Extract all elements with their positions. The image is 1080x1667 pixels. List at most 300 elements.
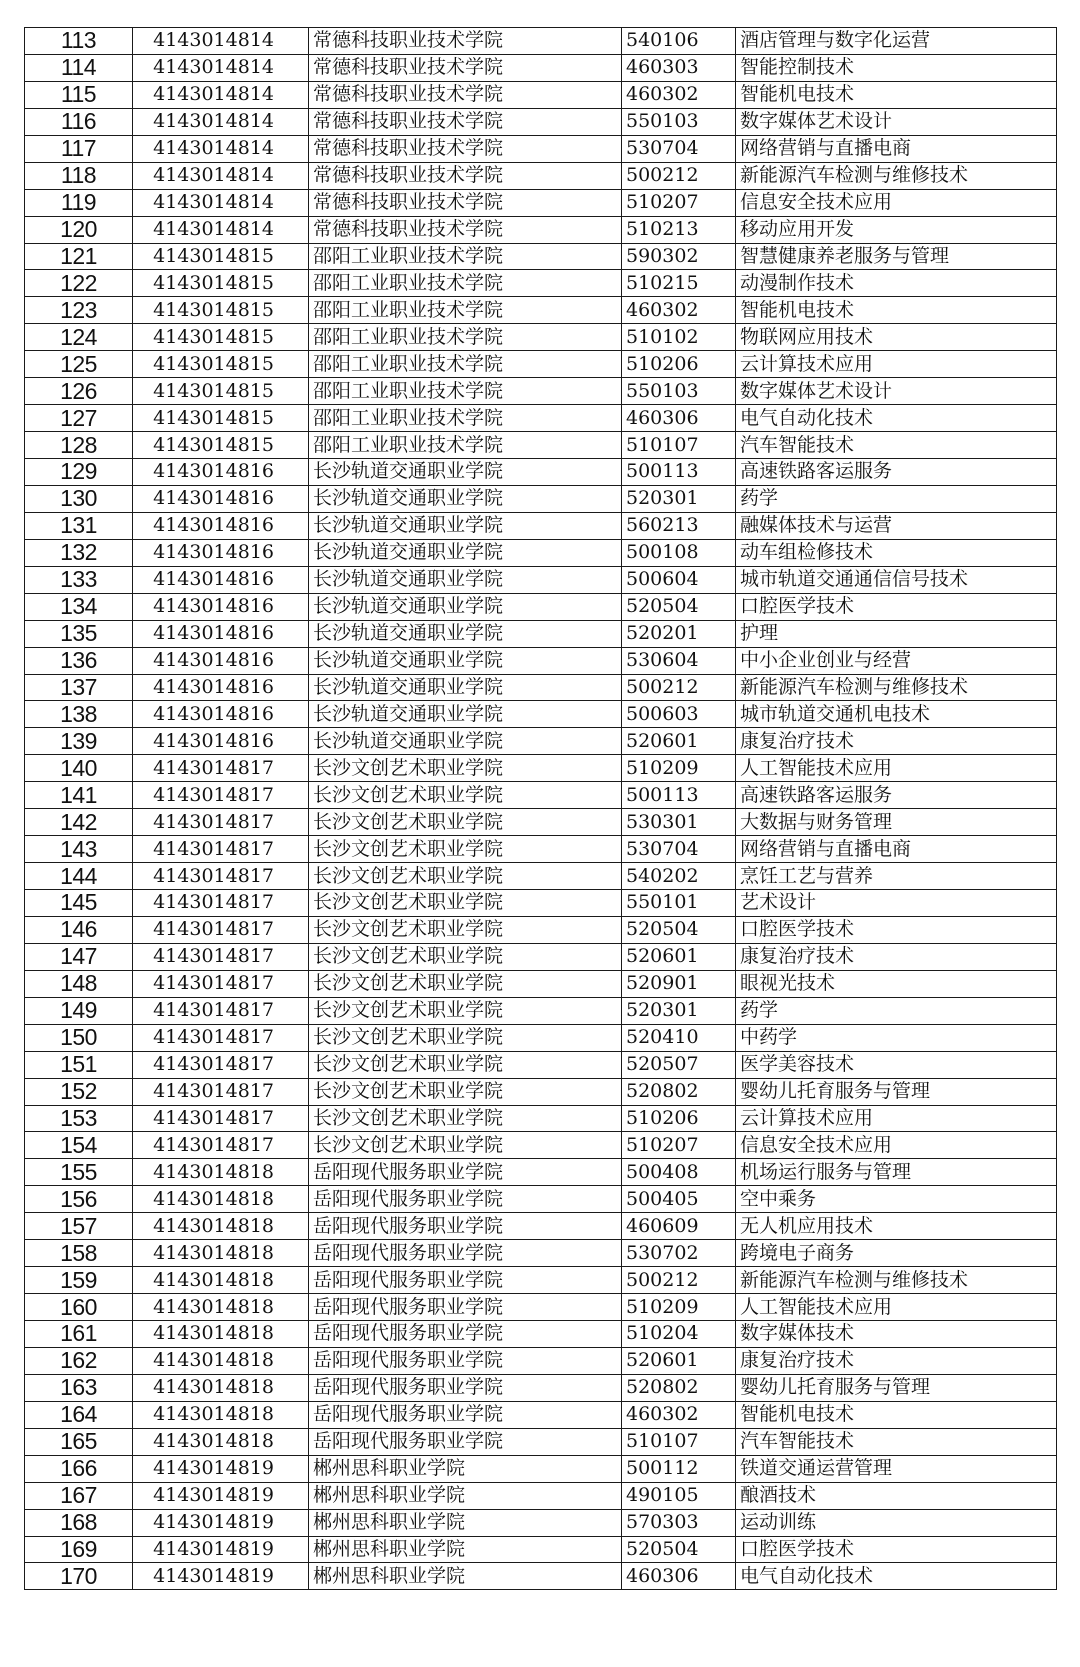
major-name-cell: 新能源汽车检测与维修技术	[736, 674, 1057, 701]
major-name-cell: 物联网应用技术	[736, 324, 1057, 351]
school-name-cell: 邵阳工业职业技术学院	[309, 405, 622, 432]
major-name-cell: 中药学	[736, 1024, 1057, 1051]
major-code-cell: 560213	[622, 512, 736, 539]
table-row	[25, 1186, 1057, 1213]
major-code-cell: 490105	[622, 1482, 736, 1509]
table-row	[25, 1374, 1057, 1401]
school-name-cell: 长沙轨道交通职业学院	[309, 728, 622, 755]
major-name-cell: 空中乘务	[736, 1186, 1057, 1213]
row-index-cell: 150	[25, 1024, 133, 1051]
table-row	[25, 1563, 1057, 1590]
major-name-cell: 人工智能技术应用	[736, 1294, 1057, 1321]
school-code-cell: 4143014816	[133, 701, 309, 728]
school-code-cell: 4143014817	[133, 997, 309, 1024]
table-body	[25, 28, 1057, 1590]
major-code-cell: 520507	[622, 1051, 736, 1078]
row-index-cell: 118	[25, 162, 133, 189]
major-name-cell: 婴幼儿托育服务与管理	[736, 1374, 1057, 1401]
table-row	[25, 243, 1057, 270]
major-name-cell: 新能源汽车检测与维修技术	[736, 162, 1057, 189]
row-index-cell: 136	[25, 647, 133, 674]
school-code-cell: 4143014815	[133, 270, 309, 297]
table-row	[25, 162, 1057, 189]
row-index-cell: 128	[25, 432, 133, 459]
row-index-cell: 129	[25, 459, 133, 486]
major-code-cell: 520601	[622, 943, 736, 970]
school-name-cell: 长沙文创艺术职业学院	[309, 1105, 622, 1132]
school-name-cell: 常德科技职业技术学院	[309, 189, 622, 216]
school-name-cell: 邵阳工业职业技术学院	[309, 297, 622, 324]
school-name-cell: 邵阳工业职业技术学院	[309, 378, 622, 405]
major-name-cell: 口腔医学技术	[736, 593, 1057, 620]
row-index-cell: 141	[25, 782, 133, 809]
table-row	[25, 674, 1057, 701]
school-code-cell: 4143014814	[133, 162, 309, 189]
major-name-cell: 智能机电技术	[736, 1401, 1057, 1428]
major-name-cell: 酒店管理与数字化运营	[736, 28, 1057, 55]
major-name-cell: 口腔医学技术	[736, 916, 1057, 943]
major-name-cell: 数字媒体技术	[736, 1321, 1057, 1348]
major-name-cell: 人工智能技术应用	[736, 755, 1057, 782]
school-code-cell: 4143014818	[133, 1159, 309, 1186]
school-name-cell: 邵阳工业职业技术学院	[309, 351, 622, 378]
school-code-cell: 4143014819	[133, 1482, 309, 1509]
major-code-cell: 500212	[622, 674, 736, 701]
major-code-cell: 550103	[622, 108, 736, 135]
major-name-cell: 高速铁路客运服务	[736, 782, 1057, 809]
major-name-cell: 动漫制作技术	[736, 270, 1057, 297]
school-code-cell: 4143014817	[133, 970, 309, 997]
table-row	[25, 728, 1057, 755]
major-name-cell: 智慧健康养老服务与管理	[736, 243, 1057, 270]
major-code-cell: 500405	[622, 1186, 736, 1213]
school-name-cell: 常德科技职业技术学院	[309, 135, 622, 162]
major-code-cell: 520601	[622, 728, 736, 755]
school-name-cell: 郴州思科职业学院	[309, 1563, 622, 1590]
school-name-cell: 常德科技职业技术学院	[309, 162, 622, 189]
table-row	[25, 135, 1057, 162]
major-code-cell: 510209	[622, 1294, 736, 1321]
table-row	[25, 647, 1057, 674]
school-code-cell: 4143014818	[133, 1428, 309, 1455]
row-index-cell: 142	[25, 809, 133, 836]
major-name-cell: 智能机电技术	[736, 81, 1057, 108]
major-code-cell: 500212	[622, 162, 736, 189]
major-code-cell: 510204	[622, 1321, 736, 1348]
major-code-cell: 510206	[622, 1105, 736, 1132]
major-name-cell: 医学美容技术	[736, 1051, 1057, 1078]
school-name-cell: 长沙轨道交通职业学院	[309, 459, 622, 486]
table-row	[25, 1078, 1057, 1105]
row-index-cell: 158	[25, 1240, 133, 1267]
table-row	[25, 378, 1057, 405]
school-name-cell: 常德科技职业技术学院	[309, 28, 622, 55]
row-index-cell: 139	[25, 728, 133, 755]
row-index-cell: 149	[25, 997, 133, 1024]
major-code-cell: 510215	[622, 270, 736, 297]
major-name-cell: 铁道交通运营管理	[736, 1455, 1057, 1482]
school-code-cell: 4143014815	[133, 405, 309, 432]
major-name-cell: 新能源汽车检测与维修技术	[736, 1267, 1057, 1294]
school-code-cell: 4143014816	[133, 728, 309, 755]
school-code-cell: 4143014815	[133, 351, 309, 378]
school-code-cell: 4143014814	[133, 189, 309, 216]
major-code-cell: 520201	[622, 620, 736, 647]
school-name-cell: 长沙轨道交通职业学院	[309, 566, 622, 593]
school-code-cell: 4143014817	[133, 1051, 309, 1078]
school-name-cell: 长沙轨道交通职业学院	[309, 539, 622, 566]
school-name-cell: 长沙文创艺术职业学院	[309, 863, 622, 890]
school-code-cell: 4143014818	[133, 1321, 309, 1348]
school-code-cell: 4143014816	[133, 566, 309, 593]
major-code-cell: 520301	[622, 485, 736, 512]
major-code-cell: 540202	[622, 863, 736, 890]
table-row	[25, 1132, 1057, 1159]
major-name-cell: 网络营销与直播电商	[736, 135, 1057, 162]
major-code-cell: 520504	[622, 593, 736, 620]
school-name-cell: 岳阳现代服务职业学院	[309, 1321, 622, 1348]
school-code-cell: 4143014817	[133, 755, 309, 782]
major-name-cell: 网络营销与直播电商	[736, 836, 1057, 863]
major-name-cell: 数字媒体艺术设计	[736, 378, 1057, 405]
major-code-cell: 510213	[622, 216, 736, 243]
table-row	[25, 216, 1057, 243]
row-index-cell: 138	[25, 701, 133, 728]
row-index-cell: 133	[25, 566, 133, 593]
row-index-cell: 147	[25, 943, 133, 970]
row-index-cell: 160	[25, 1294, 133, 1321]
row-index-cell: 167	[25, 1482, 133, 1509]
table-row	[25, 809, 1057, 836]
major-code-cell: 550103	[622, 378, 736, 405]
school-code-cell: 4143014815	[133, 432, 309, 459]
table-row	[25, 943, 1057, 970]
school-code-cell: 4143014817	[133, 890, 309, 917]
row-index-cell: 156	[25, 1186, 133, 1213]
table-row	[25, 1536, 1057, 1563]
major-code-cell: 530704	[622, 135, 736, 162]
school-code-cell: 4143014814	[133, 28, 309, 55]
row-index-cell: 151	[25, 1051, 133, 1078]
school-name-cell: 长沙文创艺术职业学院	[309, 1132, 622, 1159]
major-name-cell: 电气自动化技术	[736, 405, 1057, 432]
major-name-cell: 云计算技术应用	[736, 351, 1057, 378]
table-row	[25, 1321, 1057, 1348]
school-name-cell: 长沙文创艺术职业学院	[309, 755, 622, 782]
school-code-cell: 4143014816	[133, 459, 309, 486]
school-name-cell: 常德科技职业技术学院	[309, 81, 622, 108]
table-row	[25, 890, 1057, 917]
major-code-cell: 520301	[622, 997, 736, 1024]
table-row	[25, 970, 1057, 997]
table-row	[25, 1051, 1057, 1078]
major-code-cell: 530702	[622, 1240, 736, 1267]
school-code-cell: 4143014816	[133, 674, 309, 701]
major-code-cell: 460306	[622, 1563, 736, 1590]
major-name-cell: 烹饪工艺与营养	[736, 863, 1057, 890]
major-name-cell: 电气自动化技术	[736, 1563, 1057, 1590]
school-name-cell: 岳阳现代服务职业学院	[309, 1213, 622, 1240]
school-code-cell: 4143014817	[133, 943, 309, 970]
table-row	[25, 836, 1057, 863]
school-code-cell: 4143014816	[133, 539, 309, 566]
major-name-cell: 护理	[736, 620, 1057, 647]
row-index-cell: 126	[25, 378, 133, 405]
major-code-cell: 570303	[622, 1509, 736, 1536]
table-row	[25, 1428, 1057, 1455]
school-code-cell: 4143014817	[133, 1132, 309, 1159]
major-code-cell: 520504	[622, 1536, 736, 1563]
table-row	[25, 81, 1057, 108]
row-index-cell: 155	[25, 1159, 133, 1186]
row-index-cell: 143	[25, 836, 133, 863]
school-name-cell: 常德科技职业技术学院	[309, 216, 622, 243]
major-code-cell: 500108	[622, 539, 736, 566]
major-name-cell: 智能机电技术	[736, 297, 1057, 324]
row-index-cell: 120	[25, 216, 133, 243]
school-name-cell: 郴州思科职业学院	[309, 1482, 622, 1509]
school-code-cell: 4143014818	[133, 1347, 309, 1374]
row-index-cell: 114	[25, 54, 133, 81]
school-name-cell: 长沙轨道交通职业学院	[309, 701, 622, 728]
school-code-cell: 4143014819	[133, 1563, 309, 1590]
school-code-cell: 4143014818	[133, 1240, 309, 1267]
school-name-cell: 岳阳现代服务职业学院	[309, 1401, 622, 1428]
row-index-cell: 121	[25, 243, 133, 270]
school-name-cell: 长沙轨道交通职业学院	[309, 512, 622, 539]
table-row	[25, 593, 1057, 620]
school-code-cell: 4143014814	[133, 216, 309, 243]
major-code-cell: 520410	[622, 1024, 736, 1051]
table-row	[25, 405, 1057, 432]
school-name-cell: 长沙文创艺术职业学院	[309, 997, 622, 1024]
row-index-cell: 127	[25, 405, 133, 432]
major-code-cell: 510206	[622, 351, 736, 378]
major-name-cell: 康复治疗技术	[736, 943, 1057, 970]
major-name-cell: 无人机应用技术	[736, 1213, 1057, 1240]
row-index-cell: 146	[25, 916, 133, 943]
table-row	[25, 324, 1057, 351]
school-code-cell: 4143014815	[133, 243, 309, 270]
major-name-cell: 城市轨道交通机电技术	[736, 701, 1057, 728]
school-name-cell: 邵阳工业职业技术学院	[309, 243, 622, 270]
school-name-cell: 长沙文创艺术职业学院	[309, 782, 622, 809]
major-name-cell: 药学	[736, 485, 1057, 512]
major-name-cell: 智能控制技术	[736, 54, 1057, 81]
school-code-cell: 4143014818	[133, 1374, 309, 1401]
table-row	[25, 1105, 1057, 1132]
school-name-cell: 长沙轨道交通职业学院	[309, 674, 622, 701]
row-index-cell: 170	[25, 1563, 133, 1590]
major-code-cell: 500112	[622, 1455, 736, 1482]
school-name-cell: 岳阳现代服务职业学院	[309, 1240, 622, 1267]
table-row	[25, 270, 1057, 297]
school-code-cell: 4143014817	[133, 1105, 309, 1132]
school-code-cell: 4143014819	[133, 1509, 309, 1536]
row-index-cell: 165	[25, 1428, 133, 1455]
school-code-cell: 4143014818	[133, 1294, 309, 1321]
table-row	[25, 1267, 1057, 1294]
table-row	[25, 1509, 1057, 1536]
table-row	[25, 432, 1057, 459]
table-row	[25, 28, 1057, 55]
major-name-cell: 康复治疗技术	[736, 728, 1057, 755]
school-name-cell: 常德科技职业技术学院	[309, 54, 622, 81]
school-code-cell: 4143014816	[133, 512, 309, 539]
major-code-cell: 520504	[622, 916, 736, 943]
major-name-cell: 口腔医学技术	[736, 1536, 1057, 1563]
row-index-cell: 116	[25, 108, 133, 135]
major-name-cell: 云计算技术应用	[736, 1105, 1057, 1132]
table-row	[25, 1159, 1057, 1186]
school-name-cell: 郴州思科职业学院	[309, 1536, 622, 1563]
row-index-cell: 131	[25, 512, 133, 539]
major-code-cell: 520802	[622, 1374, 736, 1401]
major-name-cell: 移动应用开发	[736, 216, 1057, 243]
school-name-cell: 长沙文创艺术职业学院	[309, 836, 622, 863]
major-code-cell: 530604	[622, 647, 736, 674]
major-name-cell: 婴幼儿托育服务与管理	[736, 1078, 1057, 1105]
row-index-cell: 132	[25, 539, 133, 566]
major-code-cell: 500113	[622, 782, 736, 809]
school-name-cell: 长沙文创艺术职业学院	[309, 943, 622, 970]
row-index-cell: 134	[25, 593, 133, 620]
school-code-cell: 4143014817	[133, 863, 309, 890]
row-index-cell: 157	[25, 1213, 133, 1240]
row-index-cell: 125	[25, 351, 133, 378]
school-name-cell: 郴州思科职业学院	[309, 1455, 622, 1482]
major-code-cell: 530301	[622, 809, 736, 836]
school-code-cell: 4143014818	[133, 1186, 309, 1213]
school-code-cell: 4143014817	[133, 782, 309, 809]
school-code-cell: 4143014816	[133, 593, 309, 620]
school-code-cell: 4143014816	[133, 620, 309, 647]
major-name-cell: 机场运行服务与管理	[736, 1159, 1057, 1186]
row-index-cell: 115	[25, 81, 133, 108]
table-row	[25, 1482, 1057, 1509]
major-code-cell: 590302	[622, 243, 736, 270]
school-name-cell: 长沙文创艺术职业学院	[309, 890, 622, 917]
school-name-cell: 岳阳现代服务职业学院	[309, 1428, 622, 1455]
school-code-cell: 4143014819	[133, 1455, 309, 1482]
major-name-cell: 运动训练	[736, 1509, 1057, 1536]
school-name-cell: 长沙轨道交通职业学院	[309, 593, 622, 620]
table-row	[25, 512, 1057, 539]
major-code-cell: 500604	[622, 566, 736, 593]
school-name-cell: 长沙轨道交通职业学院	[309, 485, 622, 512]
row-index-cell: 119	[25, 189, 133, 216]
table-row	[25, 916, 1057, 943]
row-index-cell: 113	[25, 28, 133, 55]
school-name-cell: 邵阳工业职业技术学院	[309, 270, 622, 297]
school-code-cell: 4143014816	[133, 647, 309, 674]
table-row	[25, 997, 1057, 1024]
row-index-cell: 164	[25, 1401, 133, 1428]
major-code-cell: 500603	[622, 701, 736, 728]
row-index-cell: 140	[25, 755, 133, 782]
table-row	[25, 1213, 1057, 1240]
school-code-cell: 4143014817	[133, 1024, 309, 1051]
table-row	[25, 1401, 1057, 1428]
school-name-cell: 岳阳现代服务职业学院	[309, 1294, 622, 1321]
table-row	[25, 189, 1057, 216]
school-code-cell: 4143014814	[133, 108, 309, 135]
school-code-cell: 4143014814	[133, 54, 309, 81]
major-code-cell: 540106	[622, 28, 736, 55]
table-row	[25, 1024, 1057, 1051]
major-name-cell: 动车组检修技术	[736, 539, 1057, 566]
major-code-cell: 510102	[622, 324, 736, 351]
school-code-cell: 4143014819	[133, 1536, 309, 1563]
major-name-cell: 药学	[736, 997, 1057, 1024]
table-row	[25, 1294, 1057, 1321]
table-row	[25, 297, 1057, 324]
major-code-cell: 500408	[622, 1159, 736, 1186]
major-name-cell: 信息安全技术应用	[736, 189, 1057, 216]
table-row	[25, 782, 1057, 809]
table-row	[25, 863, 1057, 890]
table-row	[25, 566, 1057, 593]
row-index-cell: 159	[25, 1267, 133, 1294]
school-code-cell: 4143014817	[133, 836, 309, 863]
school-name-cell: 长沙文创艺术职业学院	[309, 916, 622, 943]
school-code-cell: 4143014816	[133, 485, 309, 512]
school-name-cell: 岳阳现代服务职业学院	[309, 1159, 622, 1186]
major-name-cell: 酿酒技术	[736, 1482, 1057, 1509]
major-code-cell: 500212	[622, 1267, 736, 1294]
major-name-cell: 城市轨道交通通信信号技术	[736, 566, 1057, 593]
major-code-cell: 460306	[622, 405, 736, 432]
major-name-cell: 眼视光技术	[736, 970, 1057, 997]
major-name-cell: 艺术设计	[736, 890, 1057, 917]
table-row	[25, 701, 1057, 728]
major-code-cell: 460609	[622, 1213, 736, 1240]
table-row	[25, 1455, 1057, 1482]
row-index-cell: 153	[25, 1105, 133, 1132]
table-row	[25, 485, 1057, 512]
school-name-cell: 长沙文创艺术职业学院	[309, 970, 622, 997]
row-index-cell: 154	[25, 1132, 133, 1159]
school-name-cell: 长沙文创艺术职业学院	[309, 1078, 622, 1105]
major-code-cell: 460302	[622, 1401, 736, 1428]
row-index-cell: 137	[25, 674, 133, 701]
school-name-cell: 岳阳现代服务职业学院	[309, 1267, 622, 1294]
school-name-cell: 岳阳现代服务职业学院	[309, 1347, 622, 1374]
row-index-cell: 166	[25, 1455, 133, 1482]
major-name-cell: 融媒体技术与运营	[736, 512, 1057, 539]
school-code-cell: 4143014815	[133, 297, 309, 324]
row-index-cell: 130	[25, 485, 133, 512]
major-code-cell: 520901	[622, 970, 736, 997]
major-code-cell: 510107	[622, 432, 736, 459]
row-index-cell: 122	[25, 270, 133, 297]
major-code-cell: 460303	[622, 54, 736, 81]
school-name-cell: 长沙文创艺术职业学院	[309, 809, 622, 836]
row-index-cell: 148	[25, 970, 133, 997]
major-code-cell: 460302	[622, 297, 736, 324]
school-name-cell: 常德科技职业技术学院	[309, 108, 622, 135]
enrollment-table	[24, 27, 1057, 1590]
major-name-cell: 汽车智能技术	[736, 1428, 1057, 1455]
major-name-cell: 数字媒体艺术设计	[736, 108, 1057, 135]
table-row	[25, 620, 1057, 647]
major-code-cell: 520802	[622, 1078, 736, 1105]
row-index-cell: 162	[25, 1347, 133, 1374]
major-name-cell: 跨境电子商务	[736, 1240, 1057, 1267]
table-row	[25, 459, 1057, 486]
major-code-cell: 500113	[622, 459, 736, 486]
major-code-cell: 520601	[622, 1347, 736, 1374]
